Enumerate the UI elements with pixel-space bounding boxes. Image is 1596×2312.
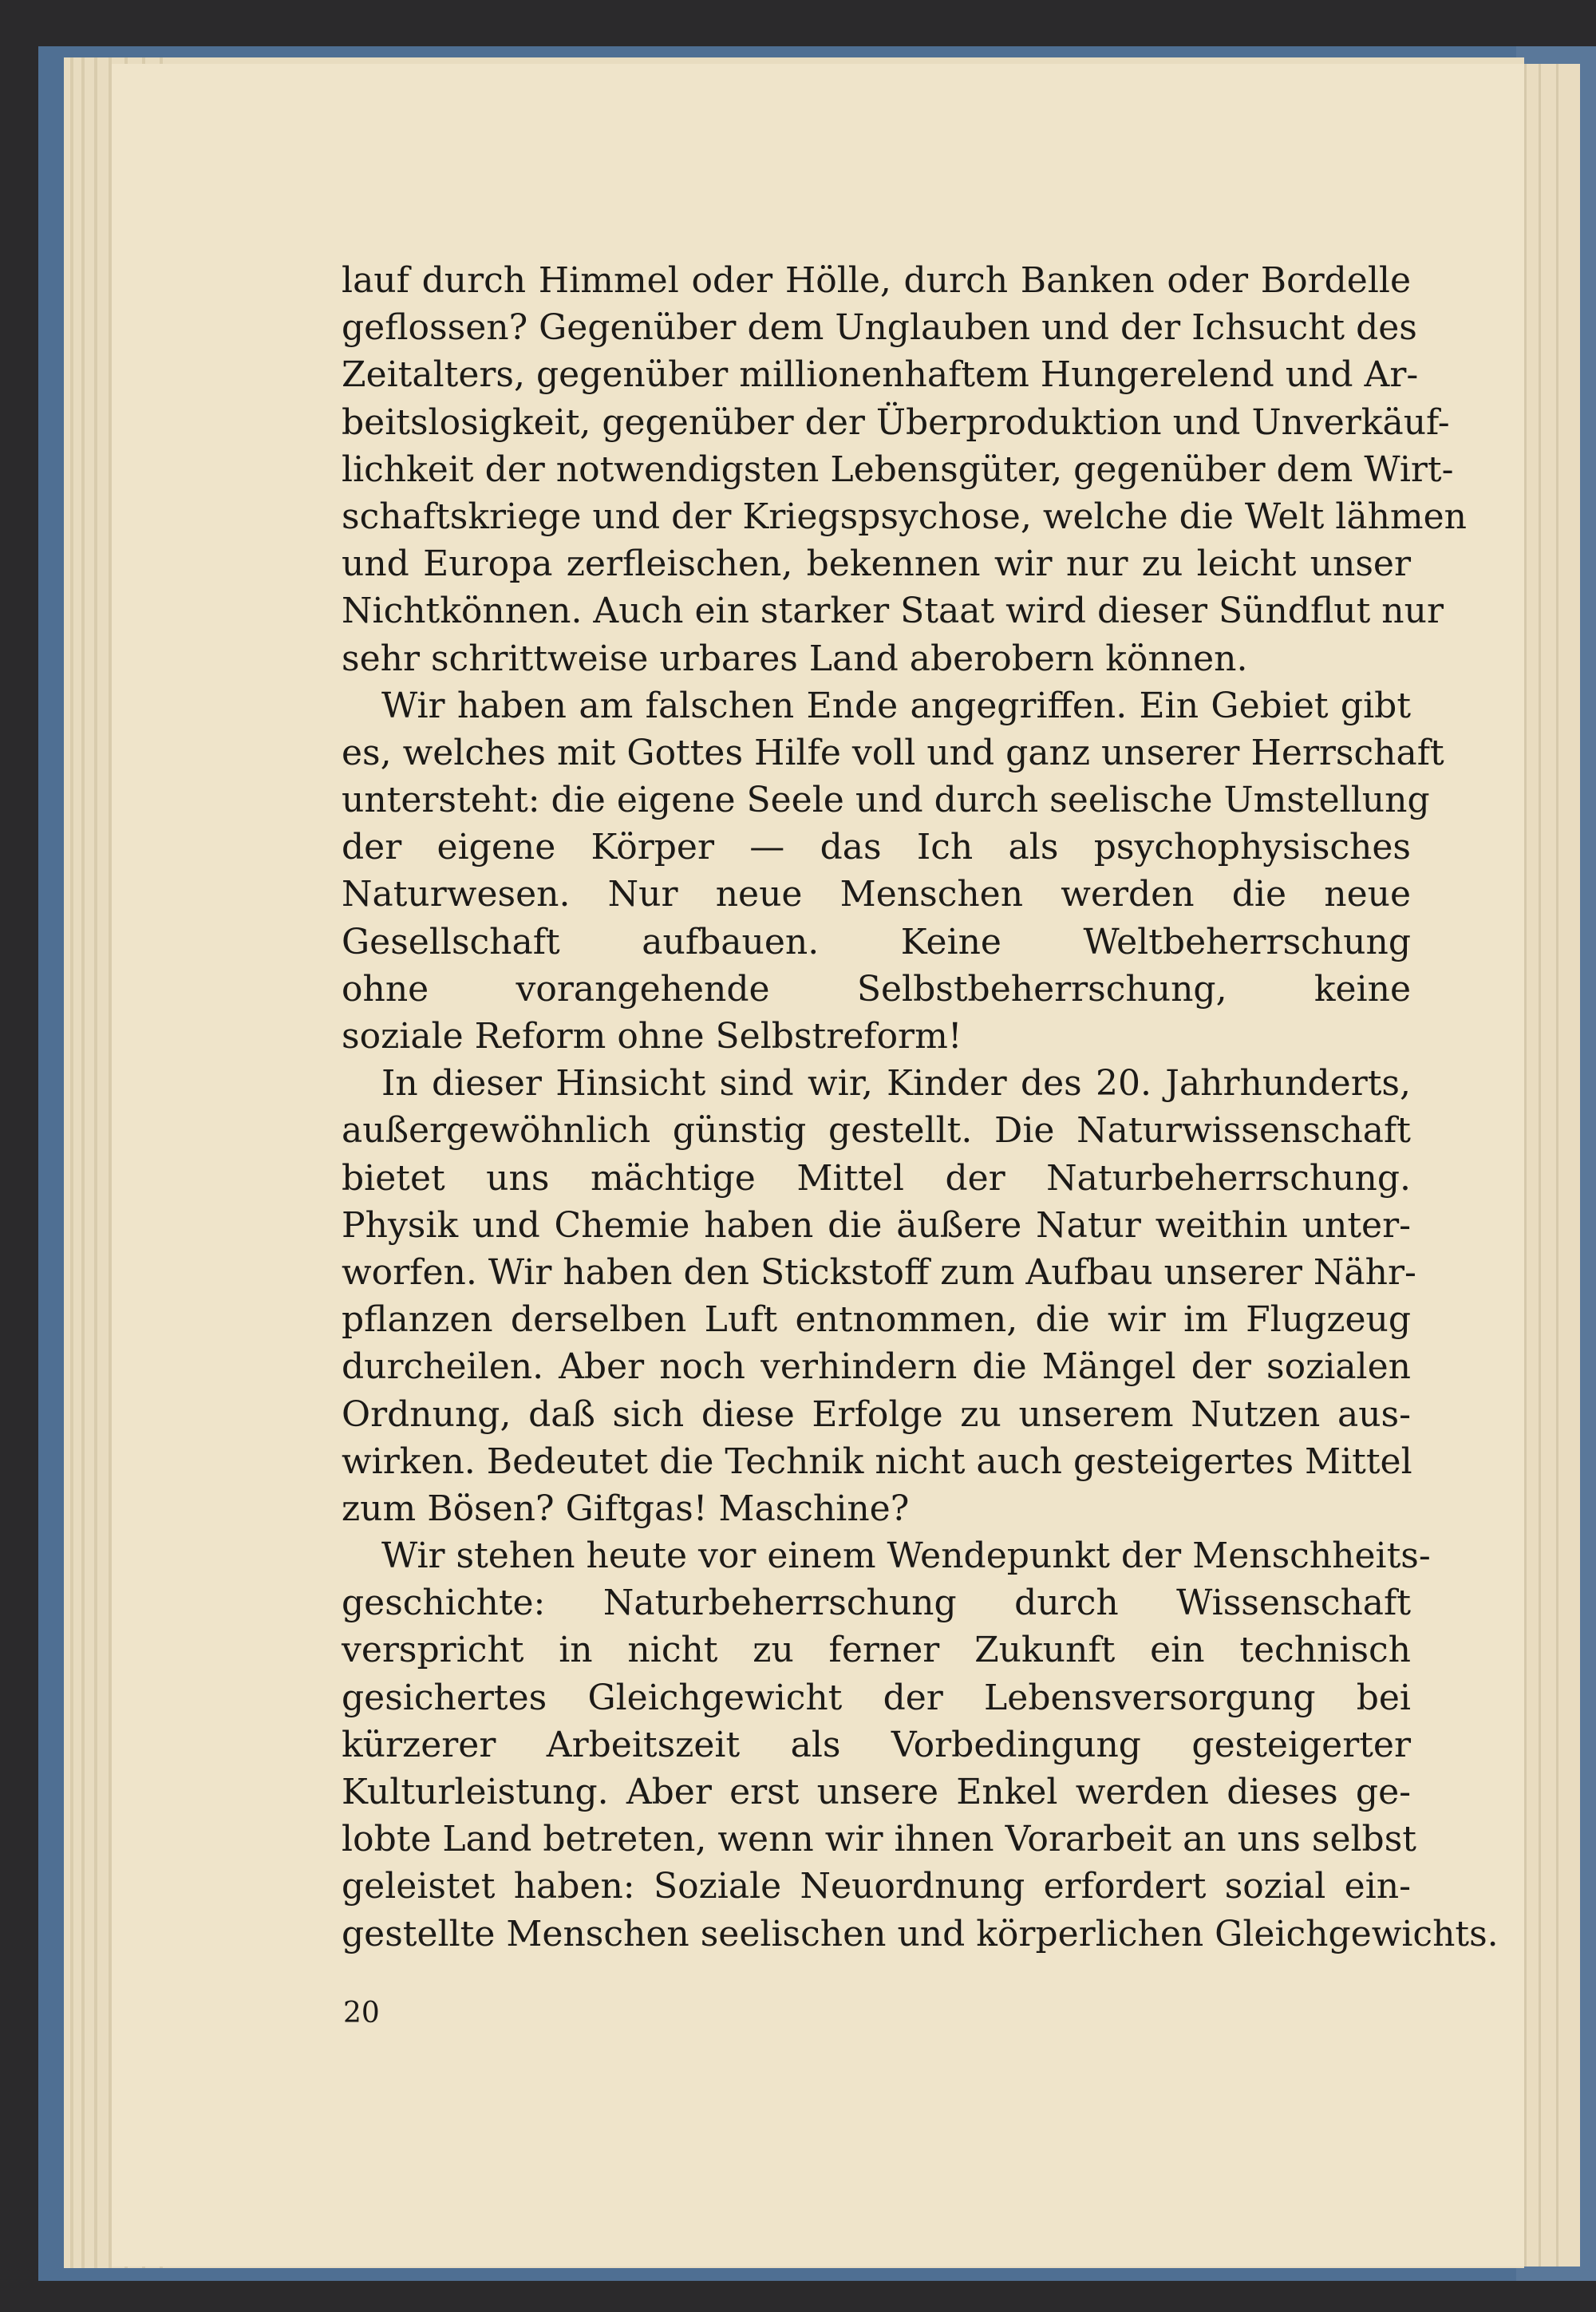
text-line: untersteht: die eigene Seele und durch seelische Umstellung: [342, 780, 1430, 821]
text-line: kürzerer Arbeitszeit als Vorbedingung gesteigerter: [342, 1724, 1411, 1765]
text-line: Gesellschaft aufbauen. Keine Weltbeherrschung: [342, 921, 1411, 962]
text-line: Ordnung, daß sich diese Erfolge zu unserem Nutzen aus-: [342, 1393, 1411, 1435]
text-line: geleistet haben: Soziale Neuordnung erfordert sozial ein-: [342, 1866, 1411, 1907]
text-line: durcheilen. Aber noch verhindern die Mängel der sozialen: [342, 1346, 1411, 1388]
text-line: soziale Reform ohne Selbstreform!: [342, 1016, 962, 1057]
text-line: verspricht in nicht zu ferner Zukunft ein technisch: [342, 1630, 1411, 1671]
text-line: zum Bösen? Giftgas! Maschine?: [342, 1488, 910, 1529]
text-line: In dieser Hinsicht sind wir, Kinder des 20. Jahrhunderts,: [381, 1063, 1411, 1105]
text-line: wirken. Bedeutet die Technik nicht auch gesteigertes Mittel: [342, 1441, 1412, 1482]
text-line: pflanzen derselben Luft entnommen, die wir im Flugzeug: [342, 1299, 1411, 1341]
text-line: Physik und Chemie haben die äußere Natur weithin unter-: [342, 1204, 1411, 1246]
text-line: schaftskriege und der Kriegspsychose, welche die Welt lähmen: [342, 496, 1468, 537]
page-stack-right: [1524, 64, 1580, 2267]
text-line: sehr schrittweise urbares Land aberobern können.: [342, 638, 1248, 679]
text-line: und Europa zerfleischen, bekennen wir nur zu leicht unser: [342, 543, 1411, 585]
text-line: geschichte: Naturbeherrschung durch Wissenschaft: [342, 1583, 1411, 1624]
text-line: ohne vorangehende Selbstbeherrschung, keine: [342, 968, 1411, 1010]
text-line: geflossen? Gegenüber dem Unglauben und der Ichsucht des: [342, 307, 1417, 349]
text-line: Wir stehen heute vor einem Wendepunkt der Menschheits-: [381, 1535, 1431, 1577]
text-line: der eigene Körper — das Ich als psychophysisches: [342, 827, 1411, 868]
text-line: Kulturleistung. Aber erst unsere Enkel werden dieses ge-: [342, 1772, 1411, 1812]
text-line: lauf durch Himmel oder Hölle, durch Banken oder Bordelle: [342, 260, 1411, 301]
page-number: 20: [343, 1997, 380, 2029]
text-line: worfen. Wir haben den Stickstoff zum Aufbau unserer Nähr-: [342, 1251, 1416, 1293]
text-line: es, welches mit Gottes Hilfe voll und ganz unserer Herrschaft: [342, 732, 1444, 773]
text-line: gestellte Menschen seelischen und körperlichen Gleichgewichts.: [342, 1913, 1499, 1954]
body-text: [342, 257, 1499, 1958]
text-line: Nichtkönnen. Auch ein starker Staat wird dieser Sündflut nur: [342, 591, 1444, 632]
text-line: bietet uns mächtige Mittel der Naturbeherrschung.: [342, 1157, 1411, 1199]
text-line: Naturwesen. Nur neue Menschen werden die neue: [342, 874, 1411, 915]
text-line: außergewöhnlich günstig gestellt. Die Naturwissenschaft: [342, 1110, 1411, 1152]
text-line: lobte Land betreten, wenn wir ihnen Vorarbeit an uns selbst: [342, 1819, 1416, 1860]
text-line: gesichertes Gleichgewicht der Lebensversorgung bei: [342, 1677, 1411, 1718]
text-line: beitslosigkeit, gegenüber der Überproduktion und Unverkäuf-: [342, 401, 1450, 443]
text-line: Zeitalters, gegenüber millionenhaftem Hungerelend und Ar-: [342, 354, 1419, 396]
text-line: Wir haben am falschen Ende angegriffen. Ein Gebiet gibt: [381, 685, 1411, 726]
text-line: lichkeit der notwendigsten Lebensgüter, gegenüber dem Wirt-: [342, 449, 1454, 490]
